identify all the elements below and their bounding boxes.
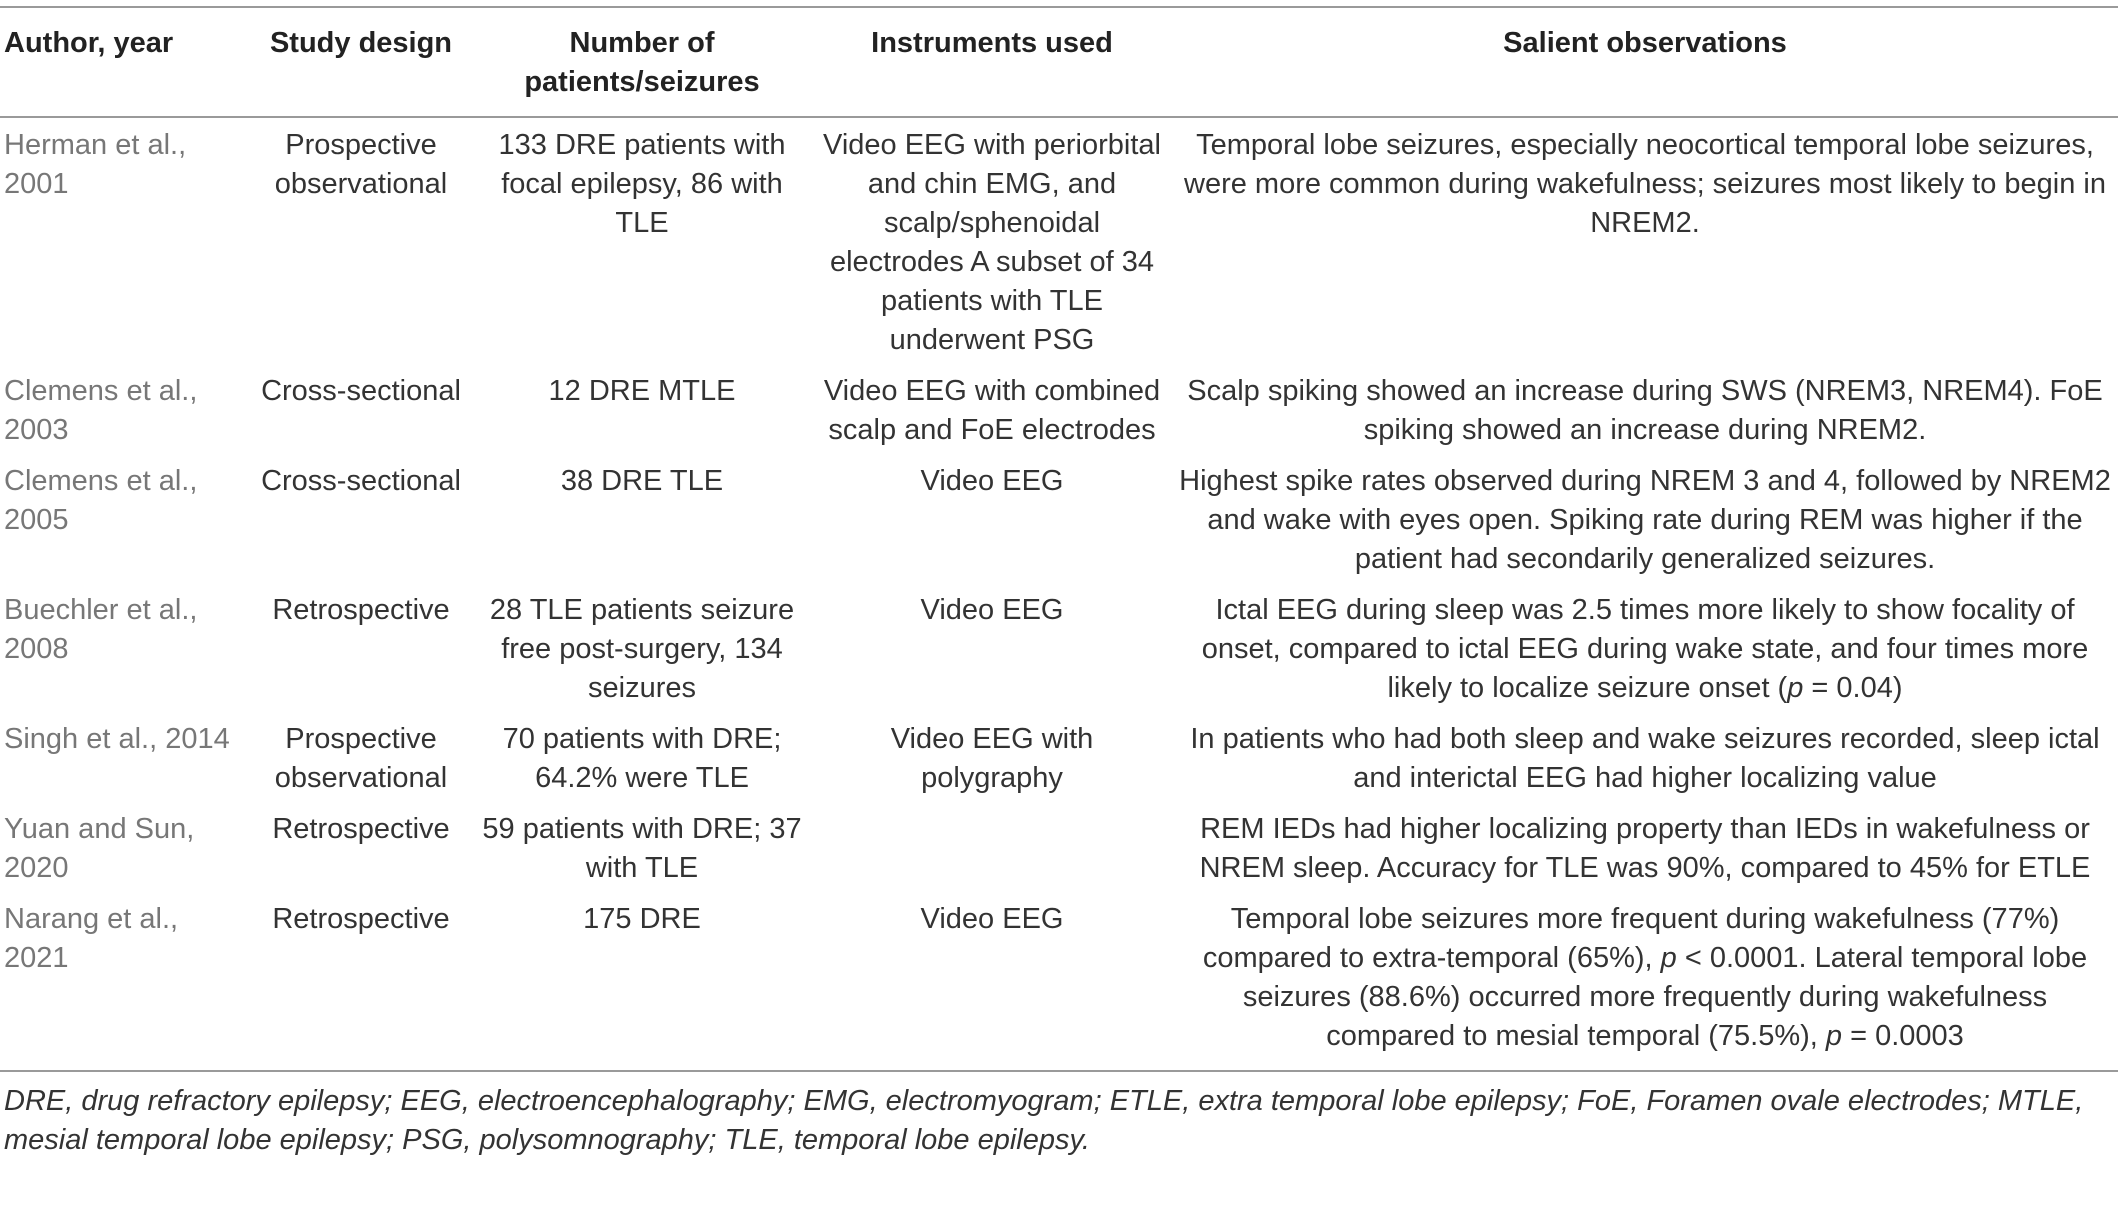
cell-design: Prospective observational (274, 129, 448, 200)
observation-text: Ictal EEG during sleep was 2.5 times more likely to show focality of onset, compared to ictal EEG during wake state, and four times more likely to localize seizure onset ( (1201, 594, 2089, 704)
cell-patients: 175 DRE (583, 903, 701, 935)
cell-author: Yuan and Sun, 2020 (4, 813, 195, 884)
header-salient-observations: Salient observations (1503, 27, 1787, 59)
cell-author: Buechler et al., 2008 (4, 594, 198, 665)
cell-author: Clemens et al., 2003 (4, 375, 198, 446)
cell-patients: 28 TLE patients seizure free post-surgery, 134 seizures (489, 594, 795, 704)
cell-instruments: Video EEG (920, 594, 1064, 626)
cell-author: Herman et al., 2001 (4, 129, 187, 200)
header-number-of-patients: Number of patients/seizures (524, 27, 760, 98)
cell-patients: 59 patients with DRE; 37 with TLE (482, 813, 802, 884)
table-row (0, 117, 2118, 364)
cell-observations: REM IEDs had higher localizing property than IEDs in wakefulness or NREM sleep. Accuracy for TLE was 90%, compared to 45% for ETLE (1199, 813, 2091, 884)
table-body (0, 117, 2118, 1071)
table-row (0, 454, 2118, 583)
cell-author: Singh et al., 2014 (4, 723, 230, 755)
observation-text: Temporal lobe seizures more frequent during wakefulness (77%) compared to extra-temporal (65%), (1202, 903, 2060, 974)
header-author-year: Author, year (4, 27, 174, 59)
header-instruments-used: Instruments used (871, 27, 1113, 59)
cell-patients: 12 DRE MTLE (548, 375, 736, 407)
cell-design: Cross-sectional (261, 465, 461, 497)
cell-instruments: Video EEG with combined scalp and FoE electrodes (823, 375, 1161, 446)
cell-instruments: Video EEG with polygraphy (890, 723, 1094, 794)
p-value-symbol: p (1787, 672, 1804, 704)
table-row (0, 583, 2118, 712)
cell-observations: Scalp spiking showed an increase during SWS (NREM3, NREM4). FoE spiking showed an increase during NREM2. (1187, 375, 2103, 446)
table-container (0, 6, 2118, 1160)
cell-design: Prospective observational (274, 723, 448, 794)
studies-table (0, 6, 2118, 1072)
table-row (0, 802, 2118, 892)
cell-instruments: Video EEG with periorbital and chin EMG, and scalp/sphenoidal electrodes A subset of 34 patients with TLE underwent PSG (823, 129, 1161, 356)
cell-design: Retrospective (272, 813, 450, 845)
header-row (0, 7, 2118, 117)
table-header (0, 7, 2118, 117)
table-row (0, 364, 2118, 454)
cell-patients: 133 DRE patients with focal epilepsy, 86 with TLE (498, 129, 786, 239)
cell-observations (1172, 583, 2118, 712)
observation-text: < 0.0001. Lateral temporal lobe seizures (88.6%) occurred more frequently during wakefulness compared to mesial temporal (75.5%), (1242, 942, 2088, 1052)
cell-design: Retrospective (272, 903, 450, 935)
cell-observations: In patients who had both sleep and wake seizures recorded, sleep ictal and interictal EEG had higher localizing value (1190, 723, 2100, 794)
cell-patients: 38 DRE TLE (560, 465, 724, 497)
cell-instruments: Video EEG (920, 465, 1064, 497)
p-value-symbol: p (1825, 1020, 1843, 1052)
cell-design: Cross-sectional (261, 375, 461, 407)
table-row (0, 712, 2118, 802)
header-study-design: Study design (269, 27, 453, 59)
p-value-symbol: p (1660, 942, 1677, 974)
observation-text: = 0.04) (1803, 672, 1903, 704)
cell-observations: Temporal lobe seizures, especially neocortical temporal lobe seizures, were more common during wakefulness; seizures most likely to begin in NREM2. (1184, 129, 2106, 239)
cell-instruments: Video EEG (920, 903, 1064, 935)
cell-design: Retrospective (272, 594, 450, 626)
observation-text: = 0.0003 (1842, 1020, 1964, 1052)
cell-patients: 70 patients with DRE; 64.2% were TLE (502, 723, 782, 794)
cell-author: Clemens et al., 2005 (4, 465, 198, 536)
cell-observations (1172, 892, 2118, 1071)
table-footnote: DRE, drug refractory epilepsy; EEG, electroencephalography; EMG, electromyogram; ETLE, extra temporal lobe epilepsy; FoE, Foramen ovale electrodes; MTLE, mesial temporal lobe epilepsy; PSG, polysomnography; TLE, temporal lobe epilepsy. (4, 1085, 2084, 1156)
table-row (0, 892, 2118, 1071)
cell-observations: Highest spike rates observed during NREM 3 and 4, followed by NREM2 and wake with eyes open. Spiking rate during REM was higher if the patient had secondarily generalized seizures. (1179, 465, 2111, 575)
cell-instruments (812, 802, 1172, 892)
cell-author: Narang et al., 2021 (4, 903, 179, 974)
